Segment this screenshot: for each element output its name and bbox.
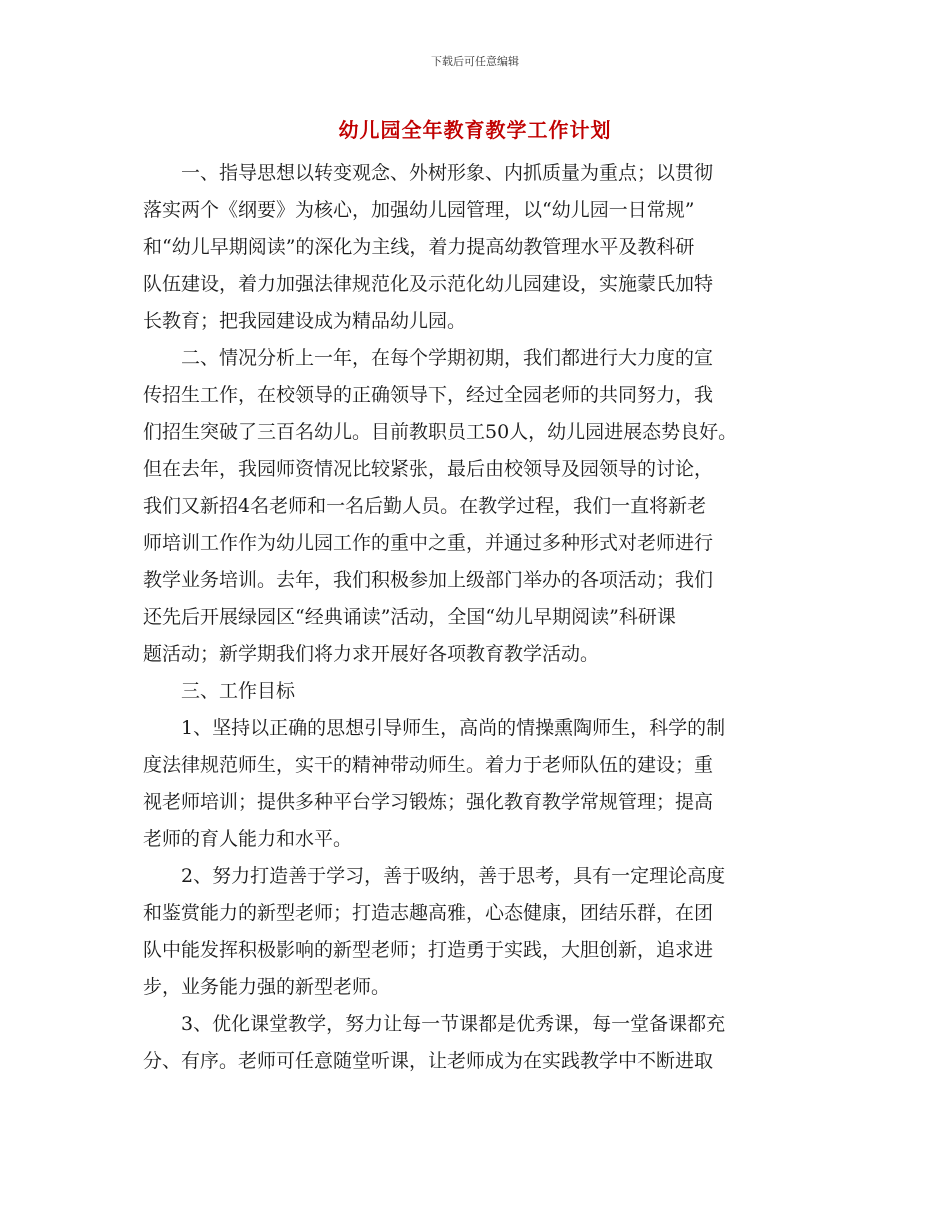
body-line: 但在去年，我园师资情况比较紧张，最后由校领导及园领导的讨论， (143, 458, 714, 480)
body-line: 我们又新招4名老师和一名后勤人员。在教学过程，我们一直将新老 (143, 495, 707, 517)
header-note: 下载后可任意编辑 (431, 55, 519, 68)
body-line: 和“幼儿早期阅读”的深化为主线，着力提高幼教管理水平及教科研 (143, 236, 695, 258)
body-line: 题活动；新学期我们将力求开展好各项教育教学活动。 (143, 643, 600, 665)
body-line: 队伍建设，着力加强法律规范化及示范化幼儿园建设，实施蒙氏加特 (143, 273, 714, 295)
body-line: 教学业务培训。去年，我们积极参加上级部门举办的各项活动；我们 (143, 569, 714, 591)
body-line: 1、坚持以正确的思想引导师生，高尚的情操熏陶师生，科学的制 (181, 717, 726, 739)
document-title: 幼儿园全年教育教学工作计划 (338, 118, 612, 142)
body-line: 传招生工作，在校领导的正确领导下，经过全园老师的共同努力，我 (143, 384, 714, 406)
body-line: 落实两个《纲要》为核心，加强幼儿园管理，以“幼儿园一日常规” (143, 199, 695, 221)
body-line: 三、工作目标 (181, 680, 296, 702)
body-line: 视老师培训；提供多种平台学习锻炼；强化教育教学常规管理；提高 (143, 791, 714, 813)
body-line: 一、指导思想以转变观念、外树形象、内抓质量为重点；以贯彻 (181, 162, 714, 184)
body-line: 分、有序。老师可任意随堂听课，让老师成为在实践教学中不断进取 (143, 1050, 714, 1072)
body-line: 师培训工作作为幼儿园工作的重中之重，并通过多种形式对老师进行 (143, 532, 714, 554)
body-line: 和鉴赏能力的新型老师；打造志趣高雅，心态健康，团结乐群，在团 (143, 902, 714, 924)
body-line: 2、努力打造善于学习，善于吸纳，善于思考，具有一定理论高度 (181, 865, 726, 887)
body-line: 步，业务能力强的新型老师。 (143, 976, 391, 998)
body-line: 度法律规范师生，实干的精神带动师生。着力于老师队伍的建设；重 (143, 754, 714, 776)
body-line: 长教育；把我园建设成为精品幼儿园。 (143, 310, 467, 332)
body-line: 们招生突破了三百名幼儿。目前教职员工50人，幼儿园进展态势良好。 (143, 421, 738, 443)
document-body (143, 155, 813, 1080)
body-line: 队中能发挥积极影响的新型老师；打造勇于实践，大胆创新，追求进 (143, 939, 714, 961)
body-line: 老师的育人能力和水平。 (143, 828, 353, 850)
body-line: 还先后开展绿园区“经典诵读”活动，全国“幼儿早期阅读”科研课 (143, 606, 676, 628)
body-line: 二、情况分析上一年，在每个学期初期，我们都进行大力度的宣 (181, 347, 714, 369)
body-line: 3、优化课堂教学，努力让每一节课都是优秀课，每一堂备课都充 (181, 1013, 726, 1035)
